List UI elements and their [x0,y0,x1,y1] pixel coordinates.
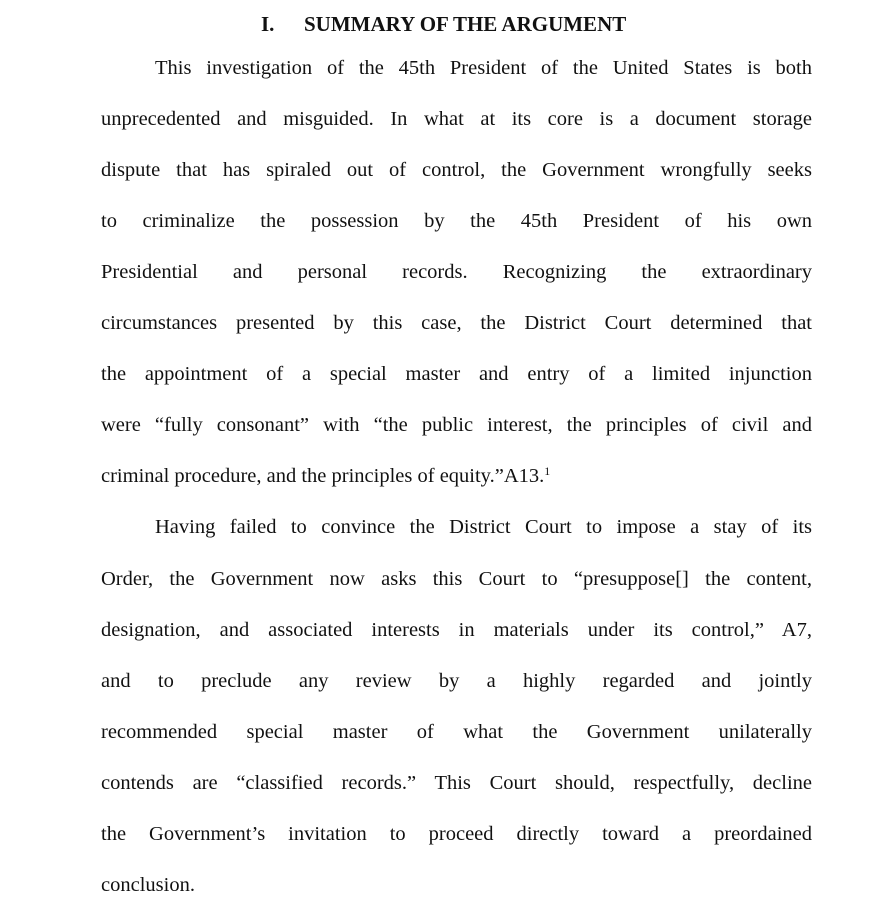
paragraph-2-line-6: contends are “classified records.” This Court should, respectfully, decline [101,772,812,794]
section-heading [261,9,681,39]
paragraph-1-line-6: circumstances presented by this case, the District Court determined that [101,312,812,334]
paragraph-2-line-7: the Government’s invitation to proceed directly toward a preordained [101,823,812,845]
paragraph-1-line-1: This investigation of the 45th President of the United States is both [155,57,812,79]
paragraph-1-line-3: dispute that has spiraled out of control, the Government wrongfully seeks [101,159,812,181]
paragraph-2-line-4: and to preclude any review by a highly regarded and jointly [101,670,812,692]
paragraph-2-line-5: recommended special master of what the Government unilaterally [101,721,812,743]
footnote-marker[interactable]: 1 [544,464,551,478]
paragraph-1-line-4: to criminalize the possession by the 45th President of his own [101,210,812,232]
paragraph-2-line-2: Order, the Government now asks this Court to “presuppose[] the content, [101,568,812,590]
section-title: SUMMARY OF THE ARGUMENT [304,12,627,36]
paragraph-1-line-2: unprecedented and misguided. In what at its core is a document storage [101,108,812,130]
paragraph-2-line-1: Having failed to convince the District Court to impose a stay of its [155,516,812,538]
paragraph-1-line-9-text: criminal procedure, and the principles of equity.”A13. [101,465,545,487]
paragraph-2-line-3: designation, and associated interests in materials under its control,” A7, [101,619,812,641]
section-number: I. [261,12,275,36]
paragraph-1-line-5: Presidential and personal records. Recognizing the extraordinary [101,261,812,283]
paragraph-2-line-8: conclusion. [101,874,195,896]
paragraph-1-line-9 [101,461,812,491]
paragraph-1-line-7: the appointment of a special master and entry of a limited injunction [101,363,812,385]
paragraph-1-line-8: were “fully consonant” with “the public interest, the principles of civil and [101,414,812,436]
